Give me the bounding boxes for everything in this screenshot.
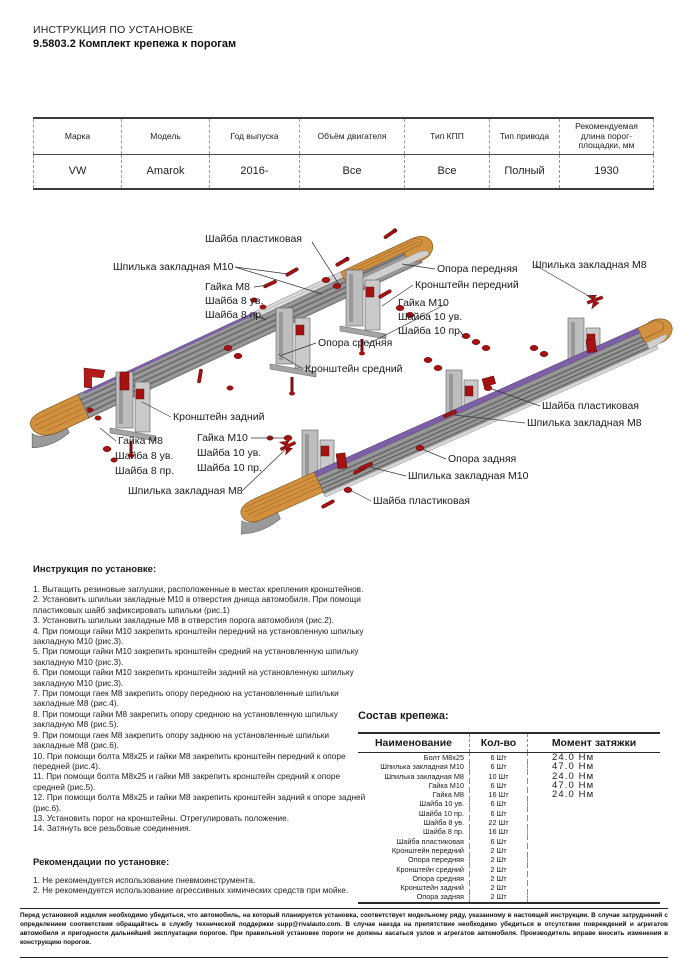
part-qty: 6 Шт bbox=[470, 837, 528, 846]
hardware-table-header-row bbox=[358, 734, 660, 753]
callout-label: Опора средняя bbox=[318, 337, 393, 349]
part-torque bbox=[528, 846, 660, 855]
table-row bbox=[358, 809, 660, 818]
vehicle-cell-brand: VW bbox=[33, 155, 122, 188]
table-row bbox=[358, 837, 660, 846]
table-row bbox=[358, 846, 660, 855]
part-qty: 6 Шт bbox=[470, 809, 528, 818]
part-qty: 6 Шт bbox=[470, 753, 528, 762]
table-row bbox=[358, 762, 660, 771]
table-row bbox=[358, 753, 660, 762]
instruction-item: 5. При помощи гайки М10 закрепить кронштейн средний на установленную шпильку закладную М10 (рис.3). bbox=[33, 646, 359, 667]
part-torque: 47.0 Нм bbox=[552, 761, 595, 773]
part-torque bbox=[528, 865, 660, 874]
vehicle-col-header: Модель bbox=[122, 119, 210, 154]
hardware-col-header: Наименование bbox=[358, 734, 470, 752]
part-name: Кронштейн задний bbox=[358, 883, 470, 892]
recommendations-heading: Рекомендации по установке: bbox=[33, 857, 170, 868]
part-qty: 16 Шт bbox=[470, 790, 528, 799]
vehicle-table-value-row bbox=[33, 155, 654, 188]
part-torque bbox=[528, 827, 660, 836]
part-qty: 2 Шт bbox=[470, 846, 528, 855]
instruction-item: 9. При помощи гаек М8 закрепить опору заднюю на установленные шпильки закладные М8 (рис.6). bbox=[33, 729, 330, 751]
part-qty: 2 Шт bbox=[470, 883, 528, 892]
table-row bbox=[358, 827, 660, 836]
vehicle-col-header: Марка bbox=[33, 119, 122, 154]
vehicle-cell-engine: Все bbox=[300, 155, 405, 188]
part-name: Опора средняя bbox=[358, 874, 470, 883]
table-row bbox=[358, 874, 660, 883]
table-row bbox=[358, 892, 660, 901]
part-name: Гайка М10 bbox=[358, 781, 470, 790]
part-name: Кронштейн передний bbox=[358, 846, 470, 855]
part-name: Опора задняя bbox=[358, 892, 470, 901]
table-row bbox=[358, 781, 660, 790]
part-qty: 2 Шт bbox=[470, 892, 528, 901]
vehicle-col-header: Тип КПП bbox=[405, 119, 490, 154]
callout-label: Гайка М8 bbox=[205, 281, 250, 293]
callout-label: Шпилька закладная М8 bbox=[532, 259, 647, 271]
callout-label: Шпилька закладная М8 bbox=[128, 485, 243, 497]
vehicle-col-header: Тип привода bbox=[490, 119, 560, 154]
table-row bbox=[358, 855, 660, 864]
callout-label: Кронштейн средний bbox=[305, 363, 403, 375]
page-title: ИНСТРУКЦИЯ ПО УСТАНОВКЕ bbox=[33, 24, 194, 36]
page-subtitle: 9.5803.2 Комплект крепежа к порогам bbox=[33, 38, 237, 50]
callout-label: Опора передняя bbox=[437, 263, 518, 275]
part-torque bbox=[528, 892, 660, 901]
callout-label: Шпилька закладная М8 bbox=[527, 417, 642, 429]
table-row bbox=[358, 790, 660, 799]
hardware-col-header: Кол-во bbox=[470, 734, 528, 752]
footer-bottom-rule bbox=[20, 957, 668, 958]
part-name: Опора передняя bbox=[358, 855, 470, 864]
part-torque bbox=[528, 809, 660, 818]
part-name: Шайба 8 пр. bbox=[358, 827, 470, 836]
vehicle-cell-model: Amarok bbox=[122, 155, 210, 188]
part-name: Шайба пластиковая bbox=[358, 837, 470, 846]
callout-label: Гайка М10 bbox=[197, 432, 248, 444]
installation-diagram bbox=[30, 222, 680, 558]
table-row bbox=[358, 818, 660, 827]
hardware-heading: Состав крепежа: bbox=[358, 710, 449, 722]
part-torque bbox=[528, 818, 660, 827]
instruction-item: 14. Затянуть все резьбовые соединения. bbox=[33, 823, 191, 834]
instruction-item: 8. При помощи гайки М8 закрепить опору среднюю на установленную шпильку закладную М8 (рис.5). bbox=[33, 708, 338, 730]
part-qty: 2 Шт bbox=[470, 874, 528, 883]
part-qty: 22 Шт bbox=[470, 818, 528, 827]
part-name: Шайба 10 пр. bbox=[358, 809, 470, 818]
table-row bbox=[358, 883, 660, 892]
part-qty: 6 Шт bbox=[470, 781, 528, 790]
part-name: Шайба 10 ув. bbox=[358, 799, 470, 808]
callout-label: Шайба 8 ув. bbox=[115, 450, 174, 462]
callout-label: Шайба пластиковая bbox=[542, 400, 639, 412]
part-torque bbox=[528, 855, 660, 864]
part-qty: 16 Шт bbox=[470, 827, 528, 836]
callout-label: Шайба 8 пр. bbox=[205, 309, 265, 321]
part-torque bbox=[528, 883, 660, 892]
instruction-item: 4. При помощи гайки М10 закрепить кронштейн передний на установленную шпильку закладную М10 (рис.3). bbox=[33, 625, 364, 647]
instruction-item: 2. Установить шпильки закладные М10 в отверстия днища автомобиля. При помощи пластиковых шайб зафиксировать шпильки (рис.1) bbox=[33, 594, 361, 615]
callout-label: Шайба пластиковая bbox=[205, 233, 302, 245]
part-name: Болт М8х25 bbox=[358, 753, 470, 762]
recommendation-item: 2. Не рекомендуется использование агрессивных химических средств при мойке. bbox=[33, 885, 349, 896]
table-row bbox=[358, 772, 660, 781]
instruction-item: 7. При помощи гаек М8 закрепить опору переднюю на установленные шпильки закладные М8 (рис.4). bbox=[33, 688, 339, 709]
callout-label: Гайка М10 bbox=[398, 297, 449, 309]
vehicle-col-header: Объём двигателя bbox=[300, 119, 405, 154]
callout-label: Кронштейн задний bbox=[173, 411, 265, 423]
vehicle-cell-drive: Полный bbox=[490, 155, 560, 188]
bracket-middle-left-graphic bbox=[270, 308, 316, 396]
part-qty: 2 Шт bbox=[470, 855, 528, 864]
instruction-item: 12. При помощи болта М8х25 и гайки М8 закрепить кронштейн задний к опоре задней (рис.6). bbox=[33, 792, 366, 813]
callout-label: Шайба 10 ув. bbox=[197, 447, 262, 459]
table-row bbox=[358, 865, 660, 874]
vehicle-table bbox=[33, 117, 654, 190]
part-torque: 24.0 Нм bbox=[552, 770, 595, 782]
vehicle-cell-year: 2016- bbox=[210, 155, 300, 188]
recommendation-item: 1. Не рекомендуется использование пневмоинструмента. bbox=[33, 875, 256, 885]
instructions-heading: Инструкция по установке: bbox=[33, 564, 157, 575]
part-torque: 24.0 Нм bbox=[552, 752, 595, 763]
callout-label: Шайба пластиковая bbox=[373, 495, 470, 507]
callout-label: Шайба 10 ув. bbox=[398, 311, 463, 323]
part-qty: 6 Шт bbox=[470, 762, 528, 771]
instruction-item: 1. Вытащить резиновые заглушки, расположенные в местах крепления кронштейнов. bbox=[33, 584, 364, 594]
instruction-item: 11. При помощи болта М8х25 и гайки М8 закрепить кронштейн средний к опоре средней (рис.5). bbox=[33, 771, 341, 792]
part-name: Шпилька закладная М10 bbox=[358, 762, 470, 771]
instruction-item: 6. При помощи гайки М10 закрепить кронштейн задний на установленную шпильку закладную М10 (рис.3). bbox=[33, 667, 354, 688]
vehicle-table-header-row bbox=[33, 119, 654, 155]
table-row bbox=[358, 799, 660, 808]
callout-label: Шайба 8 ув. bbox=[205, 295, 264, 307]
recommendations-list bbox=[33, 875, 370, 896]
vehicle-cell-gearbox: Все bbox=[405, 155, 490, 188]
vehicle-col-header: Год выпуска bbox=[210, 119, 300, 154]
part-name: Шайба 8 ув. bbox=[358, 818, 470, 827]
callout-label: Шайба 10 пр. bbox=[398, 325, 463, 337]
part-name: Гайка М8 bbox=[358, 790, 470, 799]
part-torque: 24.0 Нм bbox=[552, 789, 595, 801]
callout-label: Опора задняя bbox=[448, 453, 517, 465]
callout-label: Шайба 10 пр. bbox=[197, 462, 262, 474]
callout-label: Гайка М8 bbox=[118, 435, 163, 447]
callout-label: Шайба 8 пр. bbox=[115, 465, 175, 477]
part-qty: 2 Шт bbox=[470, 865, 528, 874]
hardware-table bbox=[358, 732, 660, 904]
instruction-item: 3. Установить шпильки закладные М8 в отверстия порога автомобиля (рис.2). bbox=[33, 615, 334, 626]
part-torque bbox=[528, 799, 660, 808]
hardware-col-header: Момент затяжки bbox=[551, 737, 637, 749]
part-qty: 10 Шт bbox=[470, 772, 528, 781]
instruction-item: 13. Установить порог на кронштейны. Отрегулировать положение. bbox=[33, 812, 290, 823]
part-torque bbox=[528, 874, 660, 883]
callout-label: Шпилька закладная М10 bbox=[113, 261, 234, 273]
instruction-item: 10. При помощи болта М8х25 и гайки М8 закрепить кронштейн передний к опоре передней (рис.4). bbox=[33, 750, 346, 771]
part-torque bbox=[528, 837, 660, 846]
callout-label: Шпилька закладная М10 bbox=[408, 470, 529, 482]
callout-label: Кронштейн передний bbox=[415, 279, 519, 291]
part-name: Кронштейн средний bbox=[358, 865, 470, 874]
instructions-list bbox=[33, 584, 370, 834]
part-qty: 6 Шт bbox=[470, 799, 528, 808]
vehicle-cell-length: 1930 bbox=[560, 155, 654, 188]
part-torque: 47.0 Нм bbox=[552, 779, 595, 791]
vehicle-col-header: Рекомендуемая длина порог-площадки, мм bbox=[560, 119, 654, 154]
part-name: Шпилька закладная М8 bbox=[358, 772, 470, 781]
footer-note: Перед установкой изделия необходимо убедиться, что автомобиль, на который планируется установка, соответствует модельному ряду, указанному в настоящей инструкции. В случае затруднений с определением соответствия обращайтесь в службу технической поддержки supp@rivalauto.com. В случае наезда на препятствие необходимо убедиться в отсутствии повреждений и агрегатов автомобиля и пригодности дальнейшей эксплуатации порогов. При правильной установке пороги не должны касаться узлов и агрегатов автомобиля. Производитель вправе вносить изменения в конструкцию порогов. bbox=[20, 908, 668, 947]
